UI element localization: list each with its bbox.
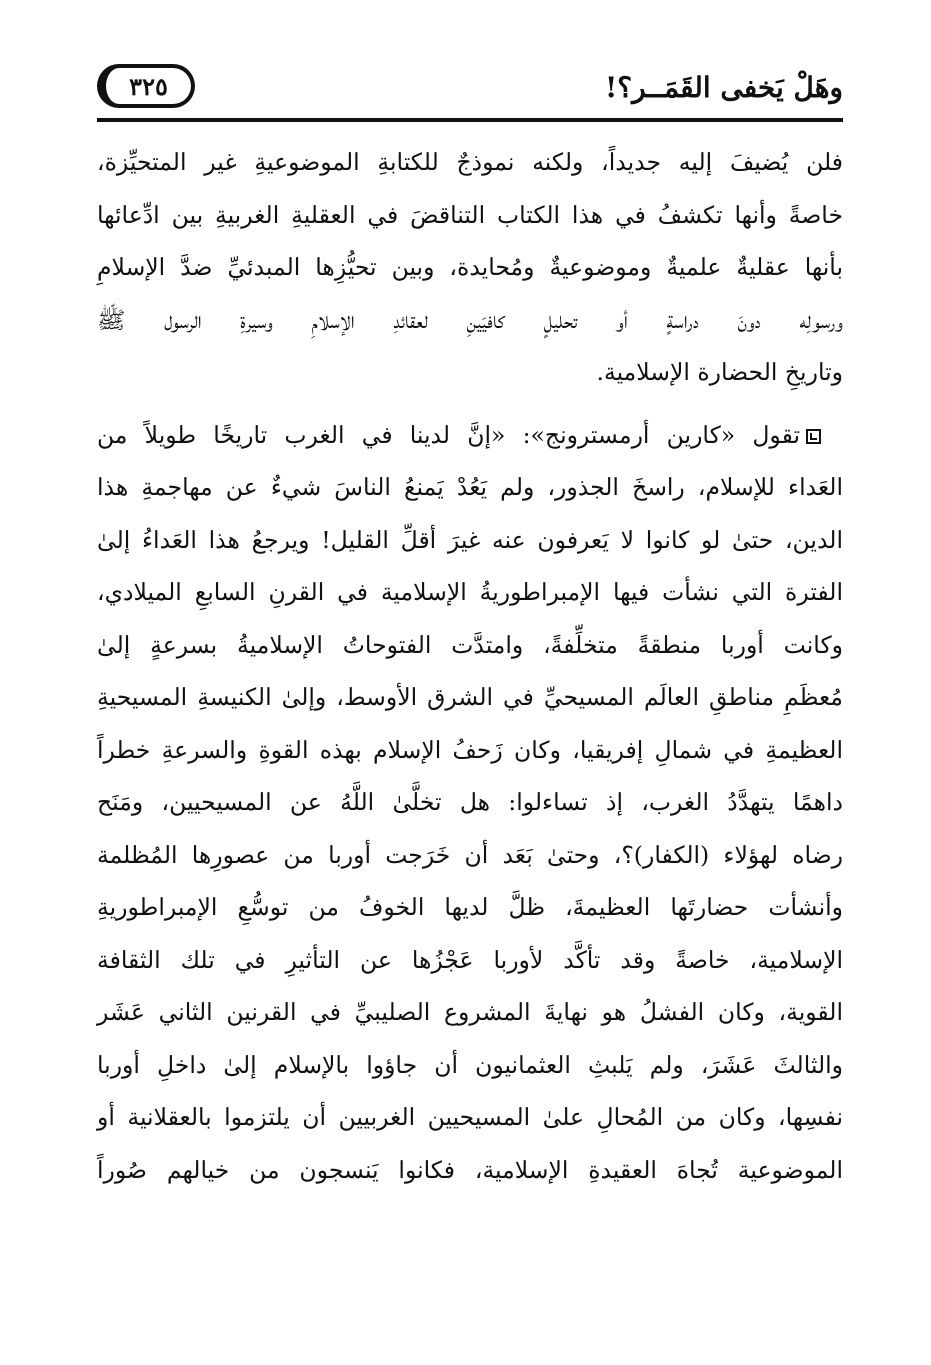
text-line: ورسولِه دونَ دراسةٍ أو تحليلٍ كافيَينِ لعقائدِ الإسلامِ وسيرةِ الرسول ﷺ (97, 305, 843, 334)
text-line: مُعظَمِ مناطقِ العالَم المسيحيِّ في الشرق الأوسط، وإلىٰ الكنيسةِ المسيحيةِ (97, 683, 843, 711)
text-line: بأنها عقليةٌ علميةٌ وموضوعيةٌ ومُحايدة، وبين تحيُّزِها المبدئيِّ ضدَّ الإسلامِ (97, 253, 843, 281)
text-line: نفسِها، وكان من المُحالِ علىٰ المسيحيين الغربيين أن يلتزموا بالعقلانية أو (97, 1103, 843, 1131)
text-line: العظيمةِ في شمالِ إفريقيا، وكان زَحفُ الإسلام بهذه القوةِ والسرعةِ خطراً (97, 735, 843, 764)
text-line: الموضوعية تُجاهَ العقيدةِ الإسلامية، فكانوا يَنسجون من خيالهم صُوراً (97, 1155, 843, 1184)
text-line: الدين، حتىٰ لو كانوا لا يَعرفون عنه غيرَ أقلِّ القليل! ويرجعُ هذا العَداءُ إلىٰ (97, 525, 843, 554)
page-header (97, 62, 843, 120)
text-line: فلن يُضيفَ إليه جديداً، ولكنه نموذجٌ للكتابةِ الموضوعيةِ غير المتحيِّزة، (97, 148, 843, 176)
text-line: والثالثَ عَشَرَ، ولم يَلبثِ العثمانيون أن جاؤوا بالإسلام إلىٰ داخلِ أوربا (97, 1050, 843, 1079)
running-title: وهَلْ يَخفى القَمَــر؟! (604, 71, 843, 104)
text-line-first (97, 409, 843, 462)
text-line: القوية، وكان الفشلُ هو نهايةَ المشروع الصليبيِّ في القرنين الثاني عَشَر (97, 998, 843, 1026)
paragraph-2 (97, 409, 843, 1197)
body-text (97, 136, 843, 1196)
paragraph-gap (97, 399, 843, 409)
header-rule (97, 118, 843, 122)
text-line: وكانت أوربا منطقةً متخلِّفةً، وامتدَّت الفتوحاتُ الإسلاميةُ بسرعةٍ إلىٰ (97, 630, 843, 659)
text-line: تقول «كارين أرمسترونج»: «إنَّ لدينا في الغرب تاريخًا طويلاً من (97, 420, 800, 449)
text-line: رضاه لهؤلاء (الكفار)؟، وحتىٰ بَعَد أن خَرَجت أوربا من عصورِها المُظلمة (97, 840, 843, 869)
paragraph-1 (97, 136, 843, 399)
text-line: داهمًا يتهدَّدُ الغرب، إذ تساءلوا: هل تخلَّىٰ اللَّهُ عن المسيحيين، ومَنَح (97, 788, 843, 816)
text-line: وأنشأت حضارتَها العظيمةَ، ظلَّ لديها الخوفُ من توسُّعِ الإمبراطوريةِ (97, 893, 843, 921)
text-line: وتاريخِ الحضارة الإسلامية. (596, 358, 843, 386)
text-line: خاصةً وأنها تكشفُ في هذا الكتاب التناقضَ في العقليةِ الغربيةِ بين ادِّعائها (97, 200, 843, 229)
text-line: العَداء للإسلام، راسخَ الجذور، ولم يَعُدْ يَمنعُ الناسَ شيءٌ عن مهاجمةِ هذا (97, 473, 843, 501)
text-line: الإسلامية، خاصةً وقد تأكَّد لأوربا عَجْزُها عن التأثيرِ في تلك الثقافة (97, 945, 843, 974)
text-line: الفترة التي نشأت فيها الإمبراطوريةُ الإسلامية في القرنِ السابعِ الميلادي، (97, 578, 843, 606)
page-number: ٣٢٥ (97, 64, 195, 108)
paragraph-marker-icon (806, 429, 821, 444)
